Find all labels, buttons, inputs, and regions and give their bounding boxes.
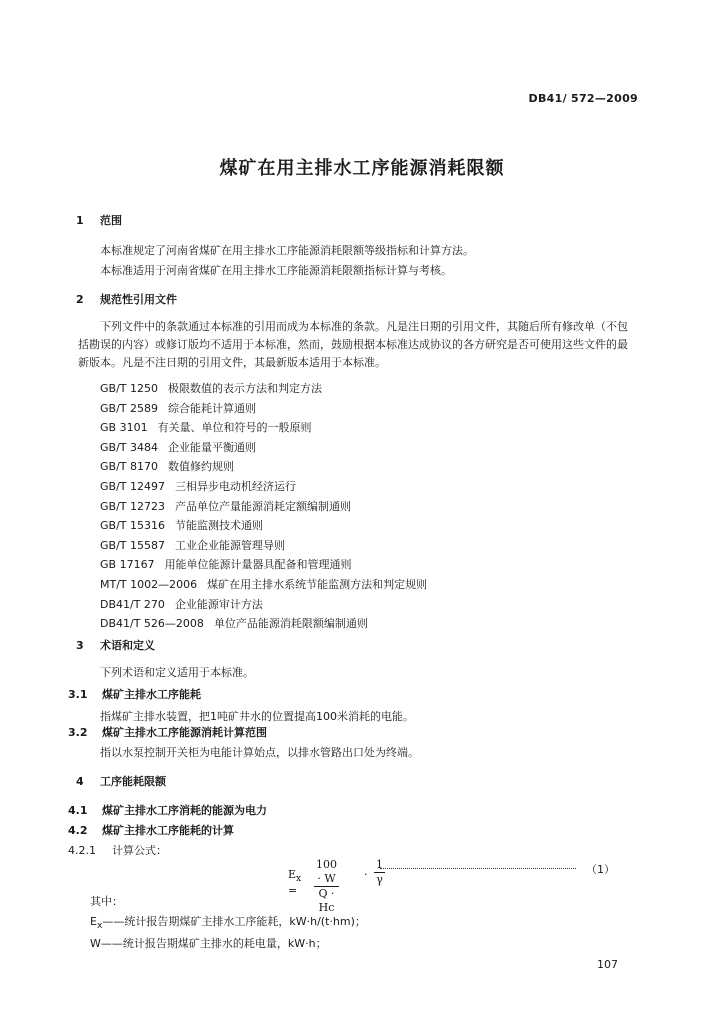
clause-4-2-heading [68,822,234,838]
formula-lhs [288,868,301,897]
reference-code: DB41/T 270 [100,597,165,611]
section-1-heading [76,212,122,228]
reference-title: 煤矿在用主排水系统节能监测方法和判定规则 [207,578,428,591]
reference-item [100,439,256,455]
equation-number: （1） [586,863,615,876]
reference-title: 企业能量平衡通则 [168,440,256,454]
definition-w [90,935,327,951]
clause-text: 计算公式： [112,844,167,857]
section-title: 术语和定义 [100,639,155,652]
reference-title: 工业企业能源管理导则 [175,538,285,552]
reference-code: GB/T 8170 [100,460,158,474]
reference-code: GB/T 12723 [100,499,165,513]
reference-code: GB/T 2589 [100,401,158,415]
term-3-1-body: 指煤矿主排水装置，把1吨矿井水的位置提高100米消耗的电能。 [100,710,414,723]
definition-text: ——统计报告期煤矿主排水的耗电量，kW·h； [100,937,327,950]
reference-item [100,400,256,416]
reference-item [100,419,312,435]
section-number: 1 [76,214,84,227]
reference-title: 有关量、单位和符号的一般原则 [157,421,312,435]
section-2-heading [76,291,177,307]
clause-title: 煤矿主排水工序消耗的能源为电力 [102,804,267,817]
definition-symbol: E [90,915,97,928]
term-3-2-heading [68,724,267,740]
reference-item [100,556,352,572]
document-title: 煤矿在用主排水工序能源消耗限额 [219,158,505,179]
reference-code: GB/T 15587 [100,538,165,552]
clause-title: 煤矿主排水工序能耗的计算 [102,824,234,837]
reference-title: 三相异步电动机经济运行 [175,480,296,493]
page-number: 107 [597,958,618,971]
reference-item [100,596,263,612]
section-title: 范围 [100,214,122,227]
definition-subscript: x [96,920,103,932]
reference-code: GB/T 3484 [100,440,158,454]
fraction-denominator: γ [376,873,383,886]
reference-code: GB/T 1250 [100,382,158,395]
reference-item [100,498,351,514]
section-4-heading [76,773,166,789]
definition-symbol: W [90,937,101,950]
formula-fraction-1 [314,858,339,915]
clause-number: 4.2 [68,824,88,837]
section-number: 3 [76,639,84,652]
reference-title: 用能单位能源计量器具配备和管理通则 [164,558,352,572]
formula-multiply-dot: · [364,868,368,881]
formula-leader-dots [380,868,576,869]
term-3-1-heading [68,686,201,702]
reference-item [100,537,285,553]
formula-equals: = [288,884,298,898]
definition-ex [90,913,366,931]
clause-number: 4.1 [68,804,88,817]
section-title: 工序能耗限额 [100,775,166,788]
reference-item [100,380,322,396]
clause-4-2-1 [68,842,167,858]
term-title: 煤矿主排水工序能源消耗计算范围 [102,726,267,739]
reference-title: 极限数值的表示方法和判定方法 [168,382,322,395]
formula-symbol: E [288,868,297,881]
formula-fraction-2 [374,858,385,887]
scope-paragraph-1: 本标准规定了河南省煤矿在用主排水工序能源消耗限额等级指标和计算方法。 [100,244,474,257]
section-number: 4 [76,775,84,788]
term-3-2-body: 指以水泵控制开关柜为电能计算始点，以排水管路出口处为终端。 [100,746,419,759]
reference-code: GB 3101 [100,421,148,435]
reference-title: 节能监测技术通则 [175,519,263,533]
definition-text: ——统计报告期煤矿主排水工序能耗，kW·h/(t·hm)； [102,915,366,928]
document-code: DB41/ 572—2009 [528,92,638,105]
reference-item [100,517,263,533]
fraction-numerator: 1 [376,858,383,871]
formula-subscript: x [296,873,302,885]
reference-item [100,576,427,592]
terms-intro: 下列术语和定义适用于本标准。 [100,666,254,679]
reference-item [100,458,234,474]
section-title: 规范性引用文件 [100,293,177,306]
normative-intro-paragraph: 下列文件中的条款通过本标准的引用而成为本标准的条款。凡是注日期的引用文件，其随后所有修改单（不包括勘误的内容）或修订版均不适用于本标准，然而，鼓励根据本标准达成协议的各方研究是否可使用这些文件的最新版本。凡是不注日期的引用文件，其最新版本适用于本标准。 [78,320,628,369]
fraction-numerator: 100 · W [316,858,337,885]
term-number: 3.1 [68,688,88,701]
reference-title: 产品单位产量能源消耗定额编制通则 [175,499,351,513]
reference-code: GB 17167 [100,558,155,572]
reference-title: 数值修约规则 [168,460,234,474]
reference-code: GB/T 15316 [100,519,165,533]
reference-code: DB41/T 526—2008 [100,617,204,631]
fraction-denominator: Q · Hc [318,887,335,914]
where-label: 其中： [90,895,123,908]
reference-code: MT/T 1002—2006 [100,578,198,591]
reference-code: GB/T 12497 [100,480,165,493]
reference-item [100,478,296,494]
term-title: 煤矿主排水工序能耗 [102,688,201,701]
reference-item [100,615,368,631]
scope-paragraph-2: 本标准适用于河南省煤矿在用主排水工序能源消耗限额指标计算与考核。 [100,264,452,277]
section-3-heading [76,637,155,653]
clause-4-1-heading [68,802,267,818]
term-number: 3.2 [68,726,88,739]
clause-number: 4.2.1 [68,844,96,857]
reference-title: 单位产品能源消耗限额编制通则 [213,617,368,631]
reference-title: 综合能耗计算通则 [168,401,256,415]
reference-title: 企业能源审计方法 [174,597,263,611]
section-number: 2 [76,293,84,306]
